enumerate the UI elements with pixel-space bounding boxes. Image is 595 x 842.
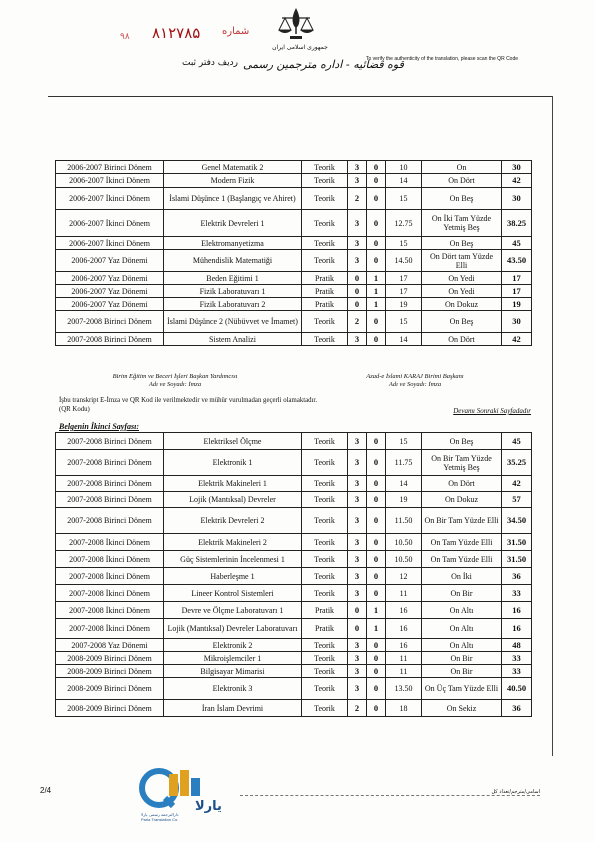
cell-grade: 15: [386, 311, 422, 333]
table-row: [56, 272, 532, 285]
cell-term: 2006-2007 İkinci Dönem: [56, 174, 164, 188]
cell-grade: 12: [386, 568, 422, 585]
cell-term: 2007-2008 Birinci Dönem: [56, 433, 164, 450]
table-row: [56, 285, 532, 298]
cell-theory-credit: 3: [348, 210, 367, 237]
cell-course: Elektronik 2: [164, 639, 302, 652]
cell-theory-credit: 3: [348, 433, 367, 450]
transcript-table-2: [55, 432, 532, 717]
cell-grade: 11: [386, 585, 422, 602]
cell-grade: 11: [386, 665, 422, 678]
cell-course: Fizik Laboratuvarı 2: [164, 298, 302, 311]
table-row: [56, 476, 532, 492]
cell-practical-credit: 0: [367, 161, 386, 174]
qr-label: (QR Kodu): [59, 406, 90, 413]
cell-grade: 11.75: [386, 450, 422, 476]
cell-theory-credit: 3: [348, 508, 367, 534]
cell-type: Teorik: [302, 476, 348, 492]
cell-type: Teorik: [302, 161, 348, 174]
cell-theory-credit: 0: [348, 285, 367, 298]
logo-english: Parla Translation Co.: [141, 817, 179, 822]
cell-theory-credit: 3: [348, 585, 367, 602]
cell-points: 19: [502, 298, 532, 311]
cell-practical-credit: 0: [367, 492, 386, 508]
cell-points: 30: [502, 311, 532, 333]
cell-grade-words: On Bir: [422, 652, 502, 665]
transcript-table-1: [55, 160, 532, 346]
cell-grade-words: On Bir Tam Yüzde Yetmiş Beş: [422, 450, 502, 476]
cell-term: 2006-2007 İkinci Dönem: [56, 237, 164, 250]
cell-type: Teorik: [302, 237, 348, 250]
cell-course: Lineer Kontrol Sistemleri: [164, 585, 302, 602]
cell-type: Teorik: [302, 568, 348, 585]
cell-term: 2007-2008 Birinci Dönem: [56, 311, 164, 333]
cell-course: Beden Eğitimi 1: [164, 272, 302, 285]
table-row: [56, 450, 532, 476]
table-row: [56, 639, 532, 652]
cell-theory-credit: 3: [348, 639, 367, 652]
cell-grade: 14.50: [386, 250, 422, 272]
cell-points: 36: [502, 700, 532, 717]
cell-grade-words: On Beş: [422, 237, 502, 250]
header-divider: [48, 96, 553, 97]
cell-grade: 14: [386, 476, 422, 492]
cell-course: Fizik Laboratuvarı 1: [164, 285, 302, 298]
cell-practical-credit: 0: [367, 237, 386, 250]
emblem-title: جمهوری اسلامی ایران: [272, 44, 328, 51]
cell-practical-credit: 0: [367, 678, 386, 700]
cell-course: Elektriksel Ölçme: [164, 433, 302, 450]
cell-grade: 10.50: [386, 534, 422, 551]
cell-grade: 17: [386, 272, 422, 285]
cell-type: Teorik: [302, 311, 348, 333]
cell-grade: 17: [386, 285, 422, 298]
cell-theory-credit: 3: [348, 665, 367, 678]
cell-points: 31.50: [502, 534, 532, 551]
cell-term: 2007-2008 İkinci Dönem: [56, 602, 164, 619]
cell-term: 2008-2009 Birinci Dönem: [56, 652, 164, 665]
cell-theory-credit: 2: [348, 188, 367, 210]
table-row: [56, 161, 532, 174]
cell-term: 2006-2007 Yaz Dönemi: [56, 272, 164, 285]
cell-practical-credit: 0: [367, 534, 386, 551]
cell-term: 2007-2008 İkinci Dönem: [56, 551, 164, 568]
cell-course: Sistem Analizi: [164, 333, 302, 346]
cell-points: 57: [502, 492, 532, 508]
cell-term: 2007-2008 Birinci Dönem: [56, 450, 164, 476]
cell-term: 2006-2007 İkinci Dönem: [56, 210, 164, 237]
cell-points: 35.25: [502, 450, 532, 476]
handwritten-mark: ۹۸: [120, 32, 130, 42]
cell-grade: 19: [386, 298, 422, 311]
cell-points: 16: [502, 602, 532, 619]
cell-term: 2007-2008 Birinci Dönem: [56, 492, 164, 508]
cell-points: 36: [502, 568, 532, 585]
table-row: [56, 210, 532, 237]
cell-type: Teorik: [302, 210, 348, 237]
cell-grade: 11.50: [386, 508, 422, 534]
cell-grade: 16: [386, 639, 422, 652]
cell-practical-credit: 0: [367, 174, 386, 188]
cell-type: Pratik: [302, 602, 348, 619]
cell-theory-credit: 3: [348, 450, 367, 476]
cell-practical-credit: 1: [367, 285, 386, 298]
emblem-subtitle: قوه قضائیه - اداره مترجمین رسمی: [243, 58, 404, 71]
translation-number-label: شماره: [222, 26, 250, 37]
cell-grade: 12.75: [386, 210, 422, 237]
cell-grade-words: On Bir: [422, 665, 502, 678]
cell-type: Pratik: [302, 619, 348, 639]
cell-points: 17: [502, 285, 532, 298]
table-row: [56, 602, 532, 619]
register-label: ردیف دفتر ثبت: [182, 58, 238, 68]
cell-type: Teorik: [302, 639, 348, 652]
cell-course: Elektrik Devreleri 2: [164, 508, 302, 534]
cell-course: Elektrik Devreleri 1: [164, 210, 302, 237]
cell-grade-words: On Altı: [422, 602, 502, 619]
cell-points: 45: [502, 237, 532, 250]
cell-term: 2007-2008 İkinci Dönem: [56, 585, 164, 602]
cell-type: Teorik: [302, 492, 348, 508]
cell-grade-words: On Yedi: [422, 272, 502, 285]
cell-practical-credit: 0: [367, 476, 386, 492]
cell-term: 2006-2007 Yaz Dönemi: [56, 298, 164, 311]
cell-practical-credit: 0: [367, 210, 386, 237]
cell-practical-credit: 0: [367, 665, 386, 678]
cell-grade: 13.50: [386, 678, 422, 700]
cell-practical-credit: 0: [367, 311, 386, 333]
cell-theory-credit: 2: [348, 311, 367, 333]
cell-grade: 15: [386, 188, 422, 210]
cell-practical-credit: 1: [367, 272, 386, 285]
cell-points: 42: [502, 476, 532, 492]
cell-course: Lojik (Mantıksal) Devreler Laboratuvarı: [164, 619, 302, 639]
cell-type: Teorik: [302, 508, 348, 534]
cell-practical-credit: 0: [367, 568, 386, 585]
left-signature-title: Birim Eğitim ve Beceri İşleri Başkan Yardımcısı: [112, 373, 238, 380]
cell-practical-credit: 0: [367, 433, 386, 450]
table-row: [56, 492, 532, 508]
cell-term: 2006-2007 İkinci Dönem: [56, 188, 164, 210]
cell-grade: 19: [386, 492, 422, 508]
logo-subtitle: دارالترجمه رسمی یارلا: [141, 812, 179, 817]
cell-grade: 16: [386, 619, 422, 639]
cell-course: Haberleşme 1: [164, 568, 302, 585]
cell-grade: 18: [386, 700, 422, 717]
cell-theory-credit: 2: [348, 700, 367, 717]
cell-type: Teorik: [302, 450, 348, 476]
cell-practical-credit: 0: [367, 508, 386, 534]
cell-practical-credit: 1: [367, 602, 386, 619]
parla-logo-icon: [135, 762, 235, 822]
logo-text: یارلا: [195, 799, 222, 814]
cell-term: 2007-2008 İkinci Dönem: [56, 568, 164, 585]
table-row: [56, 678, 532, 700]
cell-practical-credit: 0: [367, 652, 386, 665]
cell-practical-credit: 0: [367, 250, 386, 272]
cell-points: 38.25: [502, 210, 532, 237]
cell-grade: 11: [386, 652, 422, 665]
cell-points: 33: [502, 652, 532, 665]
cell-type: Teorik: [302, 534, 348, 551]
cell-points: 16: [502, 619, 532, 639]
cell-grade: 14: [386, 333, 422, 346]
cell-type: Teorik: [302, 652, 348, 665]
cell-course: İslami Düşünce 1 (Başlangıç ve Ahiret): [164, 188, 302, 210]
table-row: [56, 333, 532, 346]
cell-theory-credit: 3: [348, 476, 367, 492]
cell-grade-words: On Sekiz: [422, 700, 502, 717]
cell-theory-credit: 3: [348, 551, 367, 568]
cell-theory-credit: 0: [348, 272, 367, 285]
cell-type: Teorik: [302, 665, 348, 678]
cell-grade: 10: [386, 161, 422, 174]
cell-type: Pratik: [302, 298, 348, 311]
cell-grade-words: On Bir Tam Yüzde Elli: [422, 508, 502, 534]
right-signature-name: Adı ve Soyadı: İmza: [388, 381, 442, 388]
table-row: [56, 700, 532, 717]
table-row: [56, 652, 532, 665]
cell-points: 31.50: [502, 551, 532, 568]
cell-grade-words: On Altı: [422, 619, 502, 639]
table-row: [56, 665, 532, 678]
cell-theory-credit: 3: [348, 652, 367, 665]
table-row: [56, 250, 532, 272]
cell-course: Mühendislik Matematiği: [164, 250, 302, 272]
table-row: [56, 551, 532, 568]
footer-line: اسامی/مترجم/تعداد کل: [240, 789, 540, 796]
cell-grade: 16: [386, 602, 422, 619]
cell-type: Pratik: [302, 272, 348, 285]
cell-grade-words: On Dört: [422, 476, 502, 492]
cell-theory-credit: 3: [348, 333, 367, 346]
cell-term: 2008-2009 Birinci Dönem: [56, 700, 164, 717]
cell-term: 2006-2007 Yaz Dönemi: [56, 250, 164, 272]
cell-course: Devre ve Ölçme Laboratuvarı 1: [164, 602, 302, 619]
cell-term: 2008-2009 Birinci Dönem: [56, 678, 164, 700]
cell-term: 2007-2008 Birinci Dönem: [56, 333, 164, 346]
cell-theory-credit: 3: [348, 161, 367, 174]
cell-grade-words: On Tam Yüzde Elli: [422, 534, 502, 551]
table-row: [56, 508, 532, 534]
cell-theory-credit: 3: [348, 237, 367, 250]
cell-grade-words: On Beş: [422, 311, 502, 333]
cell-type: Teorik: [302, 551, 348, 568]
cell-grade-words: On Dört: [422, 333, 502, 346]
continue-note: Devamı Sonraki Sayfadadır: [453, 407, 531, 415]
cell-type: Teorik: [302, 333, 348, 346]
cell-grade-words: On Dokuz: [422, 492, 502, 508]
cell-type: Teorik: [302, 174, 348, 188]
cell-grade: 15: [386, 433, 422, 450]
cell-course: İran İslam Devrimi: [164, 700, 302, 717]
cell-theory-credit: 0: [348, 298, 367, 311]
cell-type: Teorik: [302, 700, 348, 717]
cell-term: 2007-2008 Yaz Dönemi: [56, 639, 164, 652]
cell-practical-credit: 0: [367, 639, 386, 652]
right-border: [552, 96, 553, 756]
signature-block: [55, 373, 535, 389]
cell-theory-credit: 3: [348, 568, 367, 585]
cell-course: Mikroişlemciler 1: [164, 652, 302, 665]
verify-text: To verify the authenticity of the translation, please scan the QR Code: [366, 56, 519, 62]
cell-practical-credit: 0: [367, 551, 386, 568]
cell-type: Teorik: [302, 250, 348, 272]
cell-points: 42: [502, 333, 532, 346]
cell-term: 2007-2008 Birinci Dönem: [56, 476, 164, 492]
cell-type: Teorik: [302, 678, 348, 700]
cell-course: Bilgisayar Mimarisi: [164, 665, 302, 678]
cell-type: Pratik: [302, 285, 348, 298]
cell-term: 2006-2007 Yaz Dönemi: [56, 285, 164, 298]
cell-grade-words: On Üç Tam Yüzde Elli: [422, 678, 502, 700]
cell-points: 45: [502, 433, 532, 450]
cell-course: Elektrik Makineleri 2: [164, 534, 302, 551]
cell-course: Elektronik 3: [164, 678, 302, 700]
cell-points: 48: [502, 639, 532, 652]
cell-course: Elektronik 1: [164, 450, 302, 476]
cell-term: 2007-2008 Birinci Dönem: [56, 508, 164, 534]
translation-number: ۸۱۲۷۸۵: [152, 24, 201, 42]
cell-theory-credit: 0: [348, 602, 367, 619]
cell-theory-credit: 0: [348, 619, 367, 639]
table-row: [56, 619, 532, 639]
table-row: [56, 568, 532, 585]
cell-practical-credit: 0: [367, 585, 386, 602]
cell-grade-words: On İki: [422, 568, 502, 585]
cell-points: 34.50: [502, 508, 532, 534]
cell-grade-words: On Beş: [422, 188, 502, 210]
cell-points: 33: [502, 585, 532, 602]
cell-grade-words: On Altı: [422, 639, 502, 652]
cell-grade-words: On Dokuz: [422, 298, 502, 311]
cell-grade-words: On Beş: [422, 433, 502, 450]
table-row: [56, 237, 532, 250]
cell-course: Lojik (Mantıksal) Devreler: [164, 492, 302, 508]
cell-grade-words: On: [422, 161, 502, 174]
cell-practical-credit: 0: [367, 333, 386, 346]
cell-course: Elektromanyetizma: [164, 237, 302, 250]
cell-term: 2007-2008 İkinci Dönem: [56, 619, 164, 639]
table-row: [56, 188, 532, 210]
cell-course: Modern Fizik: [164, 174, 302, 188]
page-number: 2/4: [40, 786, 52, 795]
cell-points: 30: [502, 161, 532, 174]
table-row: [56, 311, 532, 333]
cell-term: 2008-2009 Birinci Dönem: [56, 665, 164, 678]
table-row: [56, 174, 532, 188]
cell-points: 17: [502, 272, 532, 285]
cell-grade-words: On Bir: [422, 585, 502, 602]
table-row: [56, 534, 532, 551]
cell-grade-words: On Dört: [422, 174, 502, 188]
cell-practical-credit: 1: [367, 298, 386, 311]
cell-grade-words: On Yedi: [422, 285, 502, 298]
cell-points: 30: [502, 188, 532, 210]
e-signature-notice: İşbu transkript E-İmza ve QR Kod ile verilmektedir ve mühür vurulmadan geçerli olamaktadır.: [59, 397, 318, 404]
cell-term: 2006-2007 Birinci Dönem: [56, 161, 164, 174]
cell-type: Teorik: [302, 433, 348, 450]
cell-course: Genel Matematik 2: [164, 161, 302, 174]
cell-theory-credit: 3: [348, 534, 367, 551]
cell-course: Güç Sistemlerinin İncelenmesi 1: [164, 551, 302, 568]
table-row: [56, 585, 532, 602]
cell-points: 40.50: [502, 678, 532, 700]
cell-grade-words: On Tam Yüzde Elli: [422, 551, 502, 568]
cell-theory-credit: 3: [348, 678, 367, 700]
right-signature-title: Azad-e İslami KARAJ Birimi Başkanı: [366, 373, 464, 380]
cell-points: 42: [502, 174, 532, 188]
section-title: Belgenin İkinci Sayfası:: [59, 422, 140, 431]
cell-practical-credit: 0: [367, 188, 386, 210]
cell-type: Teorik: [302, 188, 348, 210]
cell-theory-credit: 3: [348, 174, 367, 188]
cell-theory-credit: 3: [348, 492, 367, 508]
cell-grade: 10.50: [386, 551, 422, 568]
cell-practical-credit: 0: [367, 450, 386, 476]
table-row: [56, 433, 532, 450]
cell-theory-credit: 3: [348, 250, 367, 272]
cell-practical-credit: 1: [367, 619, 386, 639]
cell-term: 2007-2008 İkinci Dönem: [56, 534, 164, 551]
cell-points: 43.50: [502, 250, 532, 272]
cell-grade-words: On İki Tam Yüzde Yetmiş Beş: [422, 210, 502, 237]
cell-points: 33: [502, 665, 532, 678]
cell-course: Elektrik Makineleri 1: [164, 476, 302, 492]
cell-grade: 15: [386, 237, 422, 250]
cell-practical-credit: 0: [367, 700, 386, 717]
left-signature-name: Adı ve Soyadı: İmza: [148, 381, 202, 388]
cell-course: İslami Düşünce 2 (Nübüvvet ve İmamet): [164, 311, 302, 333]
cell-grade-words: On Dört tam Yüzde Elli: [422, 250, 502, 272]
table-row: [56, 298, 532, 311]
cell-type: Teorik: [302, 585, 348, 602]
cell-grade: 14: [386, 174, 422, 188]
